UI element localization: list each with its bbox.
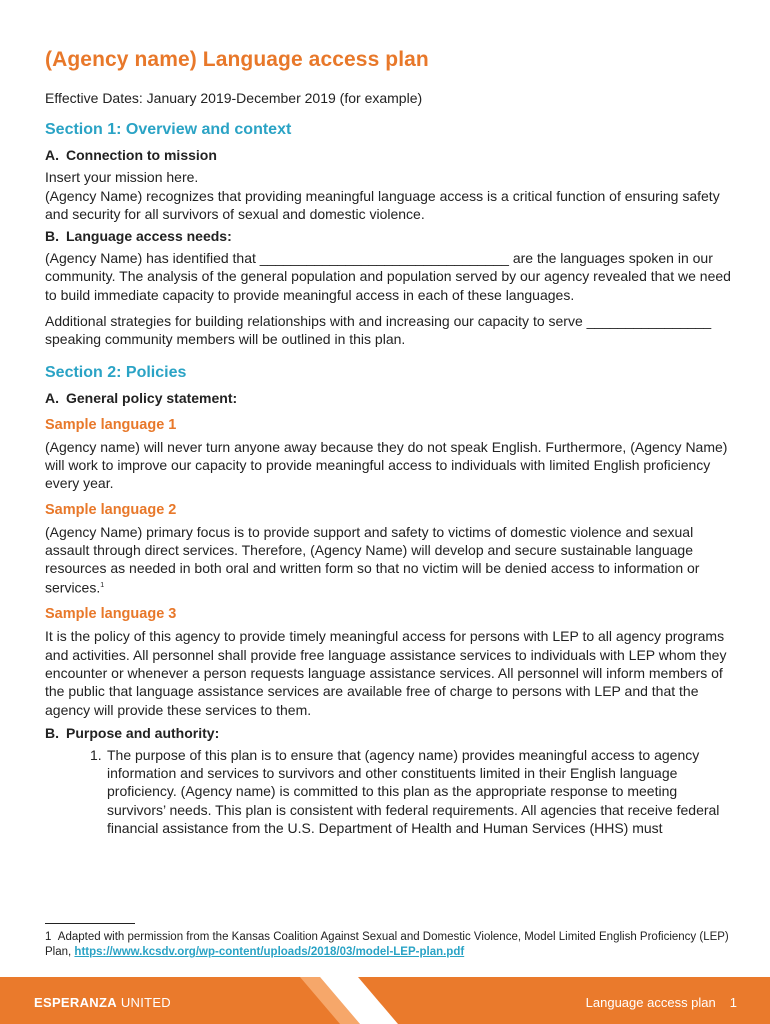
footnote [45, 930, 745, 960]
footer-page-label [586, 995, 737, 1010]
effective-dates: Effective Dates: January 2019-December 2019 (for example) [45, 90, 423, 106]
sample-language-2-text: (Agency Name) primary focus is to provide support and safety to victims of domestic violence and sexual assault through direct services. Therefore, (Agency Name) will develop and secure sustainable language resources as needed in both oral and written form so that no victim will be denied access to information or services. [45, 523, 700, 597]
footer-doc-label: Language access plan [585, 995, 716, 1010]
section-1-heading: Section 1: Overview and context [45, 121, 292, 139]
subheading-language-access-needs: B. Language access needs: [45, 228, 232, 245]
section-2-heading: Section 2: Policies [45, 363, 187, 381]
document-body [45, 48, 735, 837]
footnote-text: Adapted with permission from the Kansas Coalition Against Sexual and Domestic Violence, Model Limited English Proficiency (LEP) Plan, [45, 931, 729, 958]
page-number: 1 [729, 995, 737, 1010]
list-item-text: The purpose of this plan is to ensure that (agency name) provides meaningful access to agency information and services to survivors and other constituents limited in their English language proficiency. (Agency name) is committed to this plan as the appropriate response to meeting survivors’ needs. This plan is consistent with federal requirements. All agencies that receive federal financial assistance from the U.S. Department of Health and Human Services (HHS) must [107, 746, 720, 837]
language-needs-paragraph: (Agency Name) has identified that ________________________________ are the languages spoken in our community. The analysis of the general population and population served by our agency revealed that we need to build immediate capacity to provide meaningful access in each of these languages. [45, 250, 731, 303]
document-title: (Agency name) Language access plan [45, 48, 429, 71]
footnote-divider [45, 923, 135, 924]
additional-strategies-paragraph: Additional strategies for building relationships with and increasing our capacity to serve ________________ speaking community members will be outlined in this plan. [45, 313, 712, 348]
subheading-connection-to-mission: A. Connection to mission [45, 147, 217, 164]
sample-language-3-text: It is the policy of this agency to provide timely meaningful access for persons with LEP to all agency programs and activities. All personnel shall provide free language assistance services to individuals with LEP whom they encounter or whenever a person requests language assistance services. All personnel will inform members of the public that language assistance services are available free of charge to persons with LEP and that the agency will provide these services to them. [45, 628, 727, 718]
footnote-link[interactable]: https://www.kcsdv.org/wp-content/uploads/2018/03/model-LEP-plan.pdf [74, 946, 465, 958]
sample-language-2-paragraph [45, 523, 735, 598]
brand-logo-text: ESPERANZA UNITED [34, 995, 172, 1010]
sample-language-1-text: (Agency name) will never turn anyone away because they do not speak English. Furthermore, (Agency Name) will work to improve our capacity to provide meaningful access to individuals with limited English proficiency every year. [45, 438, 728, 492]
footnote-reference[interactable]: 1 [100, 582, 105, 590]
list-item [45, 746, 735, 837]
mission-placeholder: Insert your mission here. [45, 169, 199, 186]
list-item-number: 1. [90, 746, 102, 763]
sample-language-1-label: Sample language 1 [45, 416, 177, 433]
sample-language-2-label: Sample language 2 [45, 501, 177, 518]
page-footer [0, 977, 770, 1024]
footer-accent-shape [300, 977, 420, 1024]
subheading-general-policy: A. General policy statement: [45, 389, 238, 406]
footnote-number: 1 [45, 931, 52, 943]
mission-paragraph: (Agency Name) recognizes that providing meaningful language access is a critical function of ensuring safety and security for all survivors of sexual and domestic violence. [45, 187, 720, 222]
sample-language-3-label: Sample language 3 [45, 606, 177, 623]
subheading-purpose-and-authority: B. Purpose and authority: [45, 724, 220, 741]
